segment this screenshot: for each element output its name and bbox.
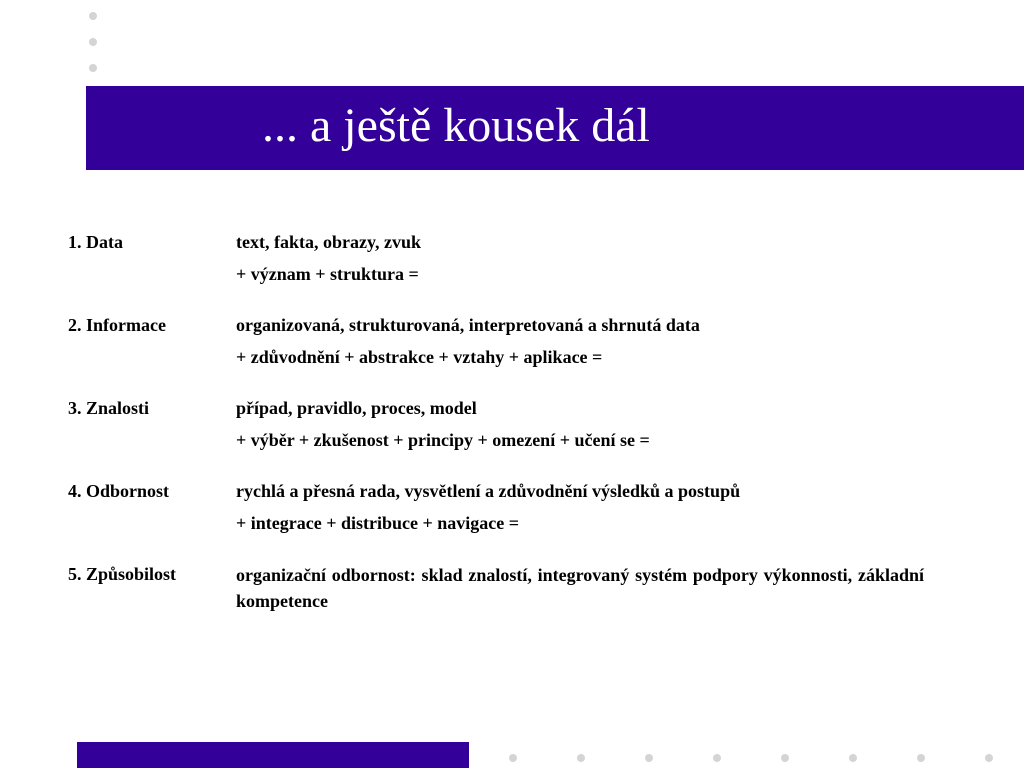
decor-dot	[917, 754, 925, 762]
slide-title: ... a ještě kousek dál	[262, 99, 650, 152]
item-description: organizovaná, strukturovaná, interpretovaná a shrnutá data	[236, 315, 700, 335]
item-formula: + výběr + zkušenost + principy + omezení + učení se =	[236, 430, 650, 450]
list-item-data	[68, 230, 924, 286]
decor-dot	[89, 64, 97, 72]
decor-dot	[645, 754, 653, 762]
item-label: 1. Data	[68, 232, 123, 252]
item-label: 2. Informace	[68, 315, 166, 335]
decor-dot	[509, 754, 517, 762]
item-description: rychlá a přesná rada, vysvětlení a zdůvodnění výsledků a postupů	[236, 481, 741, 501]
list-item-znalosti	[68, 396, 924, 452]
definition-list	[68, 230, 924, 641]
item-description: text, fakta, obrazy, zvuk	[236, 232, 421, 252]
item-body	[236, 396, 924, 452]
decor-dot	[89, 12, 97, 20]
decor-dot	[577, 754, 585, 762]
list-item-informace	[68, 313, 924, 369]
item-description: případ, pravidlo, proces, model	[236, 398, 477, 418]
item-formula: + integrace + distribuce + navigace =	[236, 513, 519, 533]
item-label: 4. Odbornost	[68, 481, 170, 501]
decor-dot	[781, 754, 789, 762]
decor-dot	[985, 754, 993, 762]
item-formula: + význam + struktura =	[236, 264, 419, 284]
item-body	[236, 230, 924, 286]
decor-dot	[713, 754, 721, 762]
item-description: organizační odbornost: sklad znalostí, integrovaný systém podpory výkonnosti, základní kompetence	[236, 565, 924, 611]
decor-dot	[89, 38, 97, 46]
list-item-odbornost	[68, 479, 924, 535]
bottom-bar	[77, 742, 469, 768]
item-body	[236, 479, 924, 535]
item-label: 5. Způsobilost	[68, 564, 177, 584]
item-body	[236, 562, 924, 614]
item-body	[236, 313, 924, 369]
item-formula: + zdůvodnění + abstrakce + vztahy + aplikace =	[236, 347, 603, 367]
item-label: 3. Znalosti	[68, 398, 150, 418]
list-item-zpusobilost	[68, 562, 924, 614]
decor-dot	[849, 754, 857, 762]
